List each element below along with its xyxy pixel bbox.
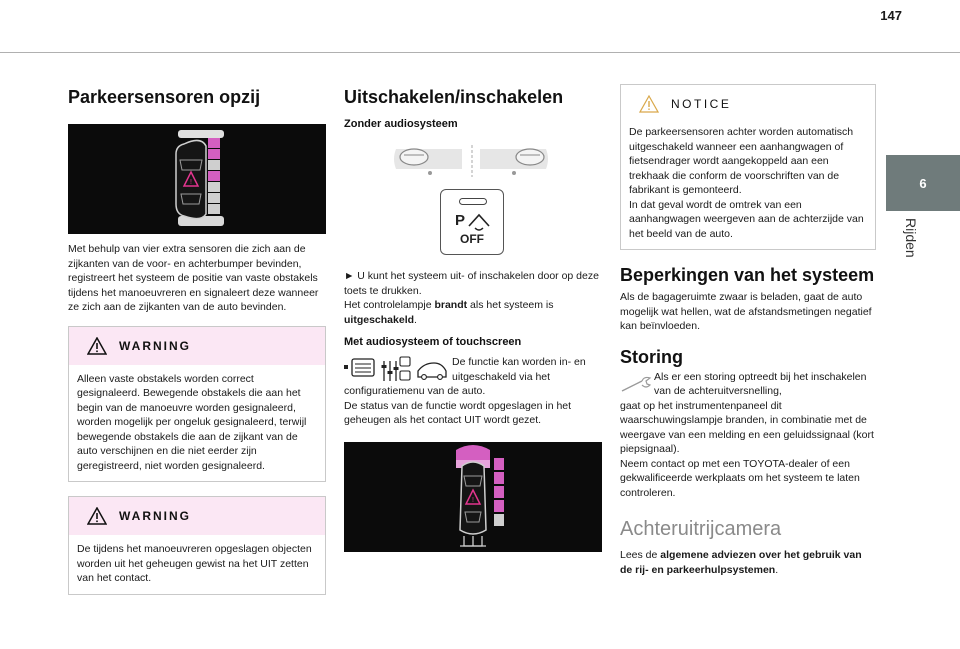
notice-text-2: In dat geval wordt de omtrek van een aanhangwagen weergeven aan de achterzijde van het beeld van de auto. [629,198,864,240]
header-rule [0,52,960,53]
warning-title: WARNING [119,338,191,353]
config-menu-icons [344,355,450,383]
toggle-text-1 [344,269,602,327]
limits-text: Als de bagageruimte zwaar is beladen, gaat de auto mogelijk wat hellen, wat de afstandsmetingen negatief kan beïnvloeden. [620,291,872,332]
notice-box [620,84,876,250]
lamp-text-a: Het controlelampje [344,299,435,311]
column-3 [620,82,876,577]
notice-triangle-icon [639,95,659,113]
sensor-display-figure [344,442,602,552]
warning-box-1 [68,326,326,483]
fault-side-text: Als er een storing optreedt bij het inschakelen van de achteruitversnelling, [654,370,867,397]
warning-text: De tijdens het manoeuvreren opgeslagen objecten worden uit het geheugen gewist na het UIT zetten van het contact. [77,543,312,584]
chapter-title: Rijden [903,218,919,258]
heading-side-sensors: Parkeersensoren opzij [68,87,261,107]
heading-camera: Achteruitrijcamera [620,518,782,540]
chapter-tab[interactable]: 6 [886,155,960,211]
heading-limits: Beperkingen van het systeem [620,265,875,285]
warning-header [69,497,325,535]
camera-link[interactable]: algemene adviezen over het gebruik van de rij- en parkeerhulpsystemen [620,549,862,576]
page-number: 147 [880,8,902,23]
warning-header [69,327,325,365]
camera-text-end: . [775,563,779,576]
warning-triangle-icon [87,337,107,355]
svg-text:!: ! [472,496,474,504]
svg-text:P: P [455,212,466,229]
memory-text: De status van de functie wordt opgeslagen in het geheugen als het contact UIT wordt gezet. [344,399,572,426]
lamp-text-end: . [414,313,417,326]
side-sensors-text: Met behulp van vier extra sensoren die zich aan de zijkanten van de voor- en achterbumper bevinden, registreert het systeem de positie van vaste obstakels tijdens het manoeuvreren en signaleert deze wanneer ze zich aan de zijkanten van de auto bevinden. [68,243,319,313]
notice-title: NOTICE [671,97,732,111]
toggle-instruction: ► U kunt het systeem uit- of inschakelen door op deze toets te drukken. [344,270,599,297]
warning-box-2 [68,496,326,595]
subheading-touchscreen: Met audiosysteem of touchscreen [344,336,522,348]
subheading-no-audio: Zonder audiosysteem [344,118,458,130]
park-assist-off-button[interactable] [440,189,504,255]
touchscreen-text: configuratiemenu van de auto. [344,385,486,397]
touchscreen-row [344,355,602,384]
car-top-view-icon [68,124,326,234]
notice-text-1: De parkeersensoren achter worden automatisch uitgeschakeld wanneer een aanhangwagen of fietsendrager wordt aangekoppeld aan een trekhaak die conform de voorschriften van de fabrikant is gemonteerd. [629,126,854,196]
fault-text: gaat op het instrumentenpaneel dit waarschuwingslampje branden, in combinatie met de weergave van een melding en een geluidssignaal (kort piepsignaal). [620,399,874,455]
warning-triangle-icon [87,507,107,525]
indicator-led [459,198,487,205]
wrench-icon [620,376,652,394]
warning-title: WARNING [119,509,191,523]
fault-contact-text: Neem contact op met een TOYOTA-dealer of een gekwalificeerde werkplaats om het systeem te laten controleren. [620,457,860,499]
camera-text-a: Lees de [620,549,661,561]
notice-header [621,85,875,123]
column-1 [68,82,326,595]
car-sensor-zones-icon [344,143,602,179]
lamp-text-b: als het systeem is [467,299,554,311]
heading-toggle: Uitschakelen/inschakelen [344,87,564,107]
chapter-title-vertical [901,218,951,278]
off-label: OFF [460,232,484,246]
camera-text [620,548,876,577]
heading-fault: Storing [620,346,683,367]
warning-text: Alleen vaste obstakels worden correct gesignaleerd. Bewegende obstakels die aan het begin van de manoeuvre worden gesignaleerd, worden mogelijk per ongeluk gesignaleerd, terwijl bewegende obstakels die aan de zijkant van de auto verschijnen en die niet eerder zijn geregistreerd, niet worden gesignaleerd. [77,372,307,472]
parking-sensor-icon [453,210,493,232]
svg-text:!: ! [190,179,192,186]
car-sensor-display-icon [344,442,602,552]
fault-row [620,370,876,399]
side-sensor-figure [68,124,326,234]
lamp-text-bold-2: uitgeschakeld [344,313,415,326]
touchscreen-side-text: De functie kan worden in- en uitgeschakeld via het [452,356,586,383]
lamp-text-bold: brandt [434,299,468,311]
column-2 [344,82,602,552]
